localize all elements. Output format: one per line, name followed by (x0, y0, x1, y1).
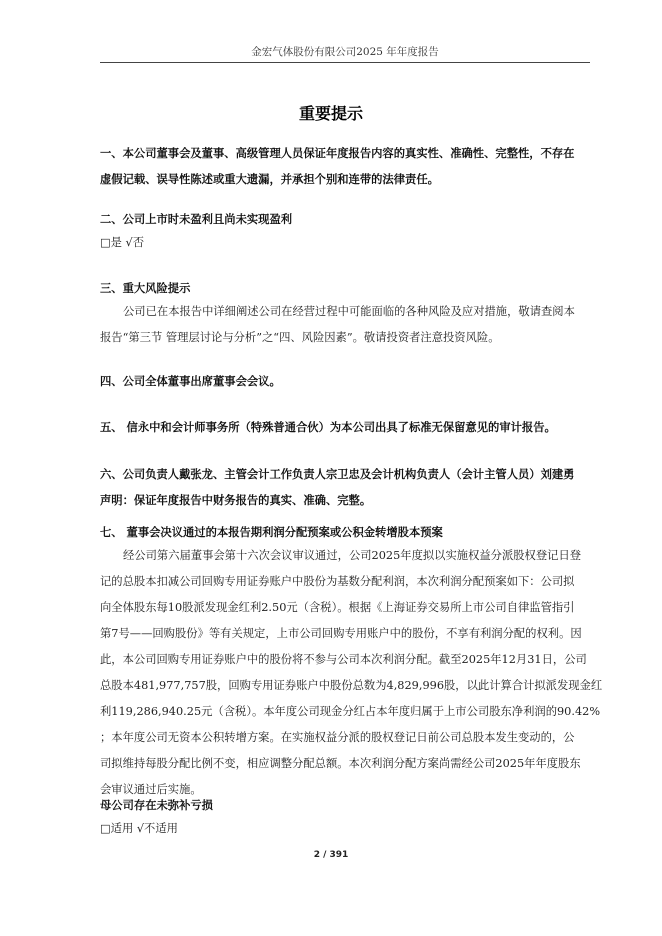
section-7-body (100, 543, 603, 803)
section-3-body (100, 299, 592, 351)
section-7-line: 第7号——回购股份》等有关规定，上市公司回购专用账户中的股份，不享有利润分配的权利。因 (100, 627, 582, 640)
section-7-line: 利119,286,940.25元（含税）。本年度公司现金分红占本年度归属于上市公司股东净利润的90.42% (100, 705, 601, 718)
section-1-line-1: 一、本公司董事会及董事、高级管理人员保证年度报告内容的真实性、准确性、完整性，不存在 (100, 147, 575, 160)
section-7-line: 记的总股本扣减公司回购专用证券账户中股份为基数分配利润，本次利润分配预案如下：公司拟 (100, 575, 575, 588)
section-1-statement (100, 141, 592, 193)
section-2-heading: 二、公司上市时未盈利且尚未实现盈利 (100, 213, 293, 226)
section-3-line-1: 公司已在本报告中详细阐述公司在经营过程中可能面临的各种风险及应对措施，敬请查阅本 (123, 305, 575, 318)
section-8-options: □适用 √不适用 (100, 822, 178, 835)
section-6-line-1: 六、公司负责人戴张龙、主管会计工作负责人宗卫忠及会计机构负责人（会计主管人员）刘建勇 (100, 468, 575, 481)
section-5-heading: 五、 信永中和会计师事务所（特殊普通合伙）为本公司出具了标准无保留意见的审计报告。 (100, 421, 556, 434)
section-7-line: 向全体股东每10股派发现金红利2.50元（含税）。根据《上海证券交易所上市公司自律监管指引 (100, 601, 575, 614)
section-3-heading: 三、重大风险提示 (100, 282, 191, 295)
section-7-line: 此，本公司回购专用证券账户中的股份将不参与公司本次利润分配。截至2025年12月31日，公司 (100, 653, 587, 666)
header-divider (100, 62, 590, 63)
section-6-statement (100, 462, 592, 514)
section-7-line: 会审议通过后实施。 (100, 783, 202, 796)
section-7-heading: 七、 董事会决议通过的本报告期利润分配预案或公积金转增股本预案 (100, 526, 443, 539)
section-6-line-2: 声明：保证年度报告中财务报告的真实、准确、完整。 (100, 494, 372, 507)
section-8-heading: 母公司存在未弥补亏损 (100, 799, 213, 812)
section-7-line: 总股本481,977,757股，回购专用证券账户中股份总数为4,829,996股，以此计算合计拟派发现金红 (100, 679, 603, 692)
section-3-line-2: 报告“第三节 管理层讨论与分析”之“四、风险因素”。敬请投资者注意投资风险。 (100, 331, 500, 344)
section-7-line: 经公司第六届董事会第十六次会议审议通过，公司2025年度拟以实施权益分派股权登记日登 (123, 549, 582, 562)
section-7-line: 司拟维持每股分配比例不变，相应调整分配总额。本次利润分配方案尚需经公司2025年年度股东 (100, 757, 581, 770)
section-4-heading: 四、公司全体董事出席董事会会议。 (100, 375, 281, 388)
section-7-line: ；本年度公司无资本公积转增方案。在实施权益分派的股权登记日前公司总股本发生变动的，公 (100, 731, 575, 744)
running-header: 金宏气体股份有限公司2025 年年度报告 (251, 46, 439, 58)
page-number: 2 / 391 (313, 850, 349, 860)
section-1-line-2: 虚假记载、误导性陈述或重大遗漏，并承担个别和连带的法律责任。 (100, 173, 439, 186)
page-title: 重要提示 (298, 104, 363, 123)
section-2-options: □是 √否 (100, 236, 145, 249)
